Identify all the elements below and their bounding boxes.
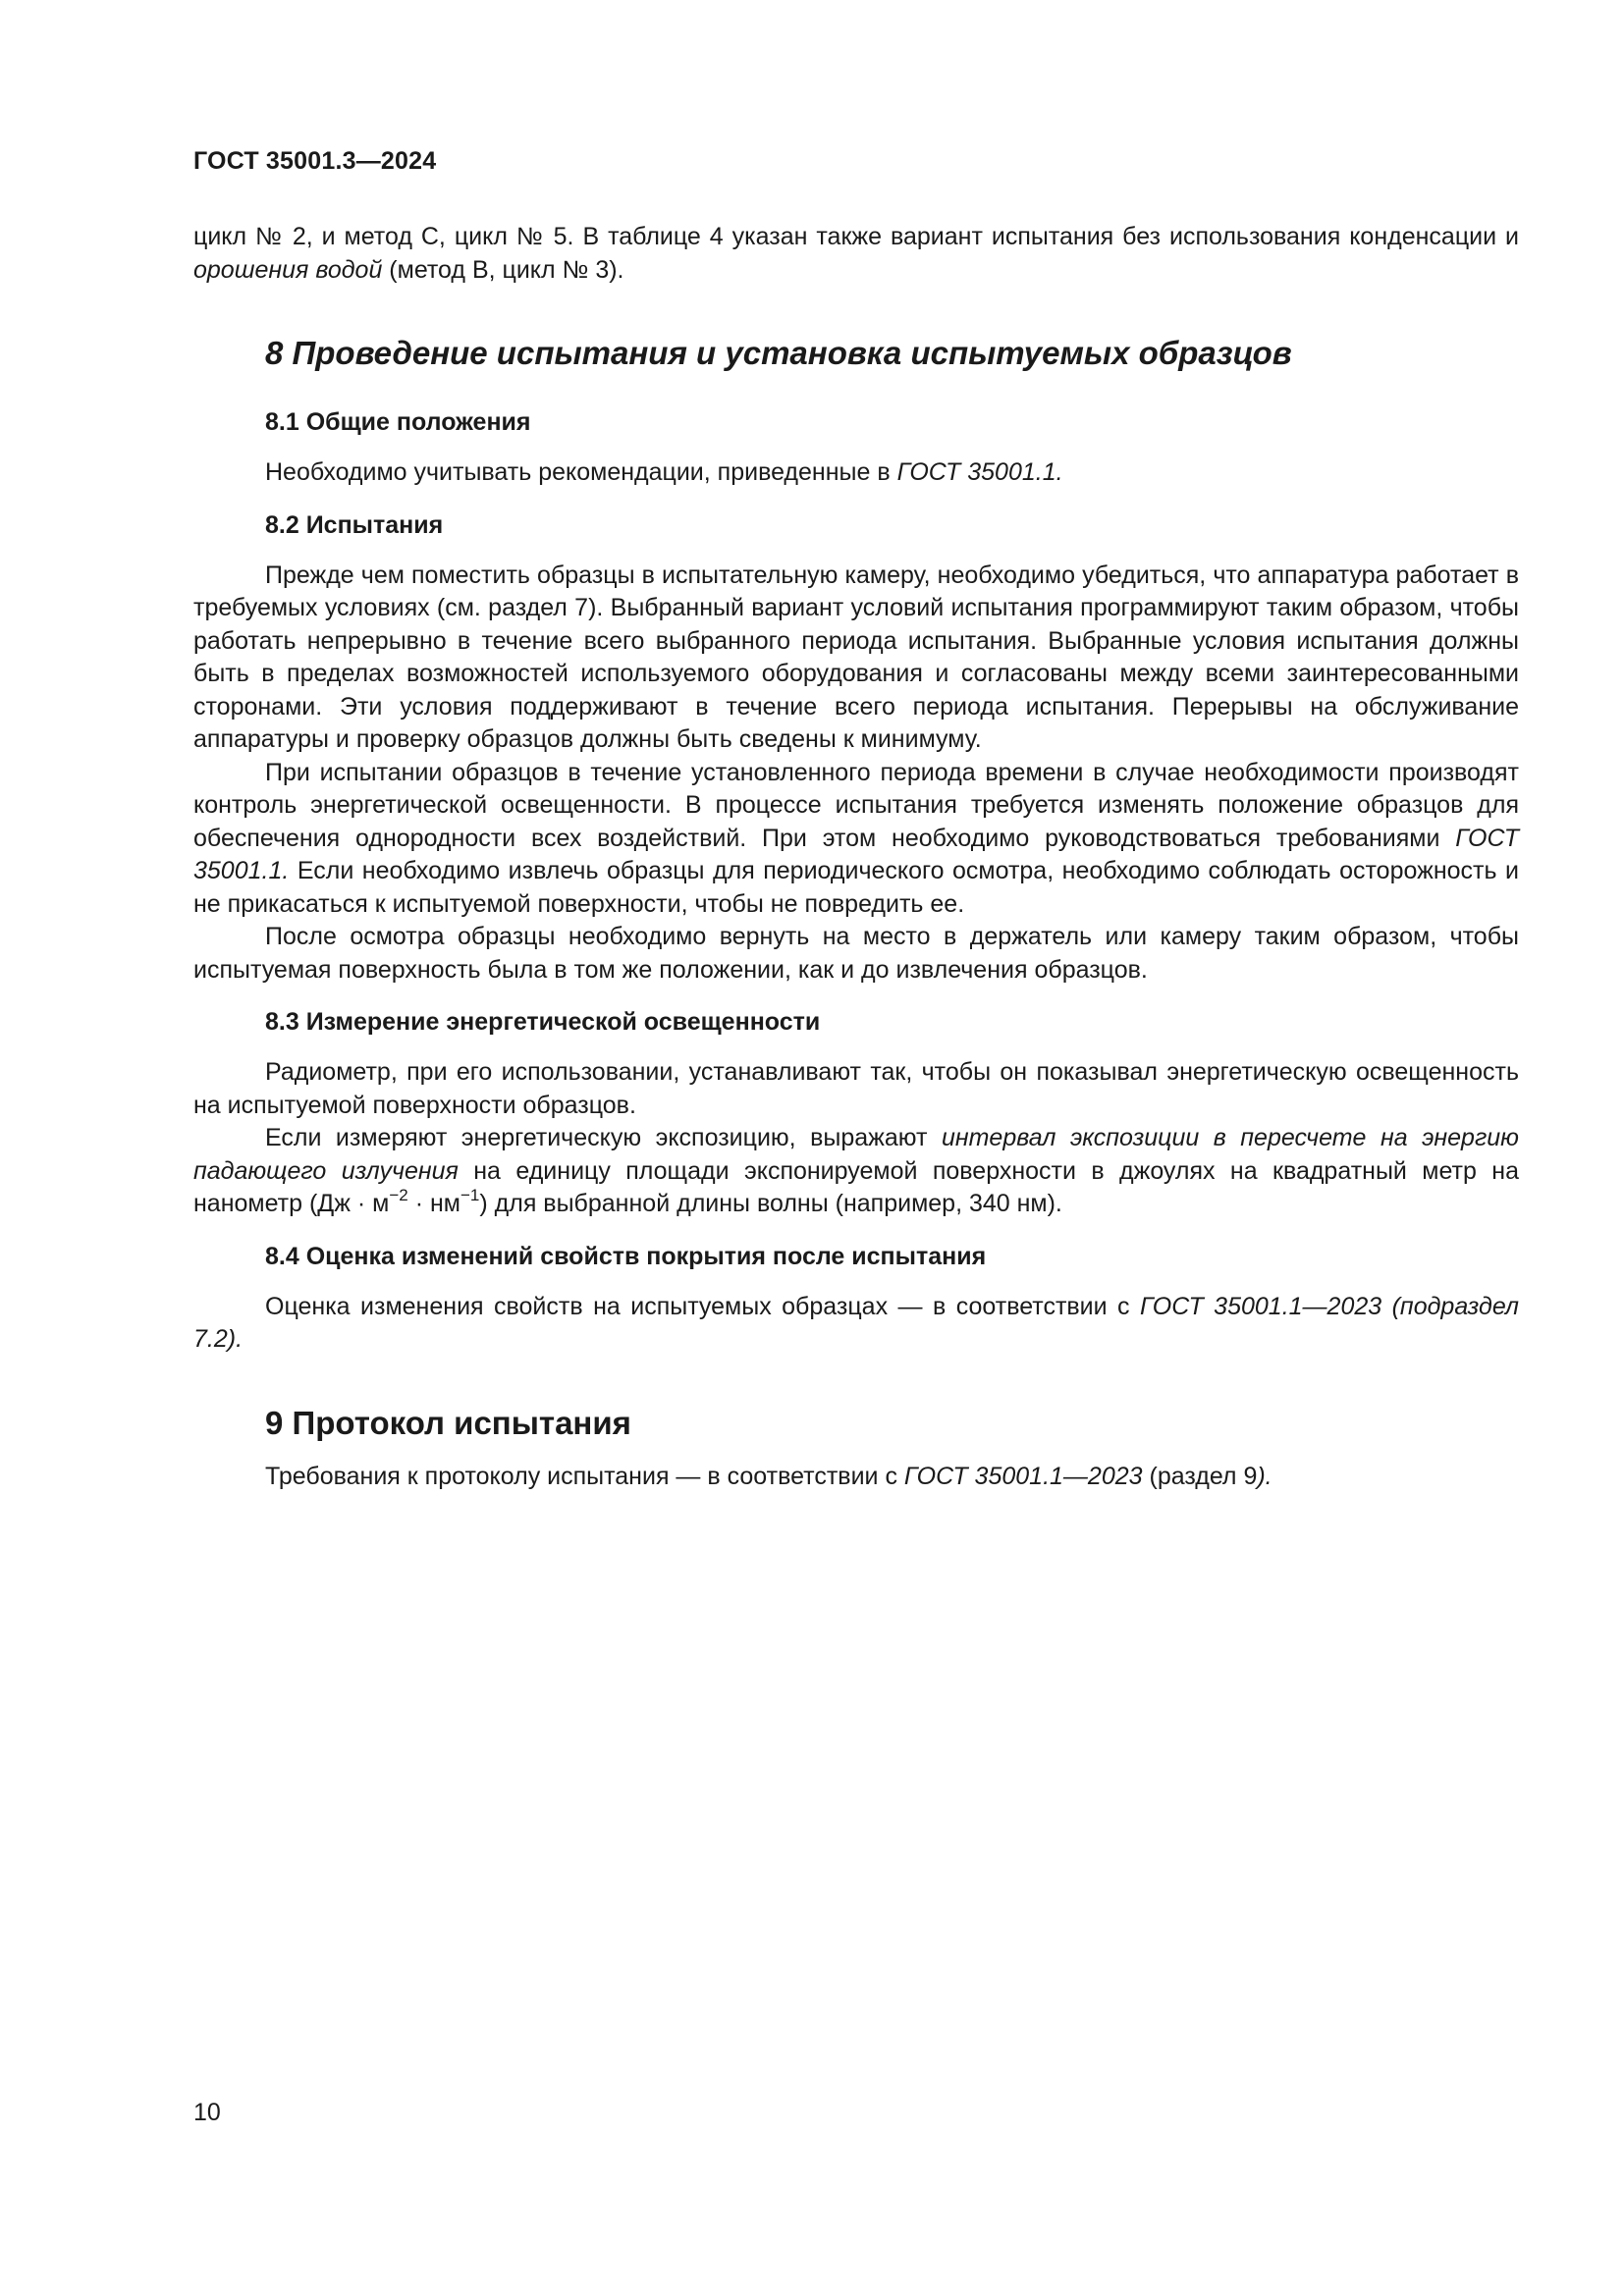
paragraph-8-2-1: Прежде чем поместить образцы в испытательную камеру, необходимо убедиться, что аппаратура работает в требуемых условиях (см. раздел 7). Выбранный вариант условий испытания программируют таким образом, чтобы работать непрерывно в течение всего выбранного периода испытания. Выбранные условия испытания должны быть в пределах возможностей используемого оборудования и согласованы между всеми заинтересованными сторонами. Эти условия поддерживают в течение всего периода испытания. Перерывы на обслуживание аппаратуры и проверку образцов должны быть сведены к минимуму.	[193, 561, 1519, 753]
gost-reference: ГОСТ 35001.1.	[193, 824, 1519, 884]
paragraph-text-end: ).	[1257, 1462, 1272, 1490]
page-number: 10	[193, 2099, 221, 2126]
intro-italic: орошения водой	[193, 255, 383, 284]
paragraph-text: При испытании образцов в течение установленного периода времени в случае необходимости производят контроль энергетической освещенности. В процессе испытания требуется изменять положение образцов для обеспечения однородности всех воздействий. При этом необходимо руководствоваться требованиями	[193, 758, 1519, 852]
paragraph-text-mid: на единицу площади экспонируемой поверхности в джоулях на квадратный метр на нанометр (Дж · м	[193, 1156, 1519, 1217]
paragraph-8-2-3: После осмотра образцы необходимо вернуть на место в держатель или камеру таким образом, чтобы испытуемая поверхность была в том же положении, как и до извлечения образцов.	[193, 923, 1519, 984]
subsection-8-3-title: 8.3 Измерение энергетической освещенности	[265, 1008, 821, 1036]
paragraph-8-1	[193, 456, 1519, 490]
paragraph-9	[193, 1461, 1519, 1494]
paragraph-8-3-1: Радиометр, при его использовании, устанавливают так, чтобы он показывал энергетическую освещенность на испытуемой поверхности образцов.	[193, 1058, 1519, 1119]
section-9-title: 9 Протокол испытания	[265, 1404, 631, 1441]
term-italic: интервал экспозиции в пересчете на энергию падающего излучения	[193, 1124, 1519, 1185]
paragraph-text: Требования к протоколу испытания — в соответствии с	[265, 1462, 904, 1490]
paragraph-text: Если измеряют энергетическую экспозицию, выражают	[265, 1124, 942, 1151]
subsection-8-4-title: 8.4 Оценка изменений свойств покрытия после испытания	[265, 1242, 987, 1270]
exponent: −1	[460, 1185, 480, 1204]
gost-reference: ГОСТ 35001.1—2023 (подраздел 7.2).	[193, 1292, 1520, 1353]
paragraph-text-end: ) для выбранной длины волны (например, 340 нм).	[479, 1190, 1062, 1217]
intro-text: цикл № 2, и метод С, цикл № 5. В таблице 4 указан также вариант испытания без использования конденсации и	[193, 223, 1519, 250]
paragraph-8-2-2	[193, 757, 1519, 922]
intro-text-end: (метод В, цикл № 3).	[382, 255, 624, 284]
paragraph-text-mid: (раздел 9	[1142, 1462, 1258, 1490]
gost-reference: ГОСТ 35001.1.	[896, 458, 1063, 486]
gost-reference: ГОСТ 35001.1—2023	[903, 1462, 1143, 1490]
intro-paragraph	[193, 221, 1519, 287]
paragraph-text-end: Если необходимо извлечь образцы для периодического осмотра, необходимо соблюдать осторожность и не прикасаться к испытуемой поверхности, чтобы не повредить ее.	[193, 857, 1519, 918]
paragraph-8-4	[193, 1291, 1519, 1357]
document-code-header: ГОСТ 35001.3—2024	[193, 147, 437, 175]
paragraph-text-unit: · нм	[407, 1190, 460, 1217]
paragraph-8-3-2	[193, 1122, 1519, 1221]
subsection-8-1-title: 8.1 Общие положения	[265, 408, 531, 436]
paragraph-text: Оценка изменения свойств на испытуемых образцах — в соответствии с	[265, 1292, 1141, 1320]
section-8-title: 8 Проведение испытания и установка испытуемых образцов	[265, 335, 1292, 371]
subsection-8-2-title: 8.2 Испытания	[265, 510, 444, 539]
document-body	[193, 221, 1519, 1493]
paragraph-text: Необходимо учитывать рекомендации, приведенные в	[265, 458, 897, 486]
exponent: −2	[389, 1185, 408, 1204]
